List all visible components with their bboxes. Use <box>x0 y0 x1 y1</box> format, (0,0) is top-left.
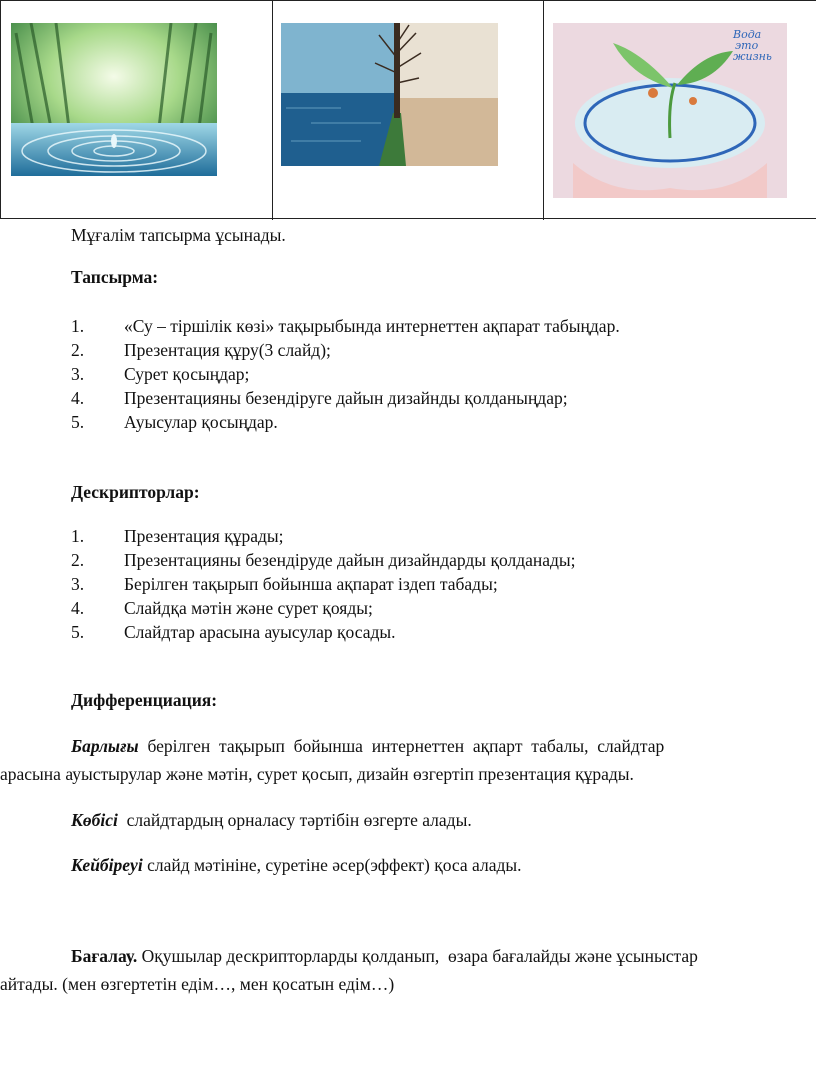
image-caption: Вода <box>733 28 762 41</box>
table-divider <box>543 1 544 220</box>
list-text: Презентацияны безендіруде дайын дизайндарды қолданады; <box>124 550 576 570</box>
sea-and-desert-tree-image <box>281 23 498 166</box>
list-text: Слайдтар арасына ауысулар қосады. <box>124 622 396 642</box>
list-number: 1. <box>71 526 85 546</box>
differentiation-most-text: слайдтардың орналасу тәртібін өзгерте алады. <box>117 810 472 830</box>
assessment <box>71 945 816 967</box>
list-text: Сурет қосыңдар; <box>124 364 250 384</box>
list-number: 3. <box>71 364 85 384</box>
differentiation-all <box>71 735 816 757</box>
image-caption: жизнь <box>733 50 772 63</box>
assessment-text: Оқушылар дескрипторларды қолданып, өзара бағалайды және ұсыныстар <box>137 946 698 966</box>
differentiation-some <box>71 854 522 876</box>
list-number: 4. <box>71 388 85 408</box>
list-text: Презентацияны безендіруге дайын дизайнды қолданыңдар; <box>124 388 568 408</box>
differentiation-all-continued: арасына ауыстырулар және мәтін, сурет қосып, дизайн өзгертіп презентация құрады. <box>0 764 634 784</box>
list-text: Презентация құрады; <box>124 526 284 546</box>
list-text: Ауысулар қосыңдар. <box>124 412 278 432</box>
list-number: 2. <box>71 340 85 360</box>
differentiation-some-label: Кейбіреуі <box>71 855 143 875</box>
list-number: 5. <box>71 412 85 432</box>
differentiation-most-label: Көбісі <box>71 810 118 830</box>
image-caption: это <box>735 39 759 52</box>
assessment-continued: айтады. (мен өзгертетін едім…, мен қосатын едім…) <box>0 974 395 994</box>
differentiation-most <box>71 809 472 831</box>
descriptors-heading: Дескрипторлар: <box>71 482 200 502</box>
list-text: Берілген тақырып бойынша ақпарат іздеп табады; <box>124 574 498 594</box>
list-text: Слайдқа мәтін және сурет қояды; <box>124 598 373 618</box>
assessment-label: Бағалау. <box>71 946 138 966</box>
forest-water-drop-image <box>11 23 217 176</box>
differentiation-all-text: берілген тақырып бойынша интернеттен ақпарт табалы, слайдтар <box>138 736 665 756</box>
differentiation-all-label: Барлығы <box>71 736 139 756</box>
differentiation-heading: Дифференциация: <box>71 690 218 710</box>
list-number: 3. <box>71 574 85 594</box>
differentiation-some-text: слайд мәтініне, суретіне әсер(эффект) қоса алады. <box>142 855 522 875</box>
table-divider <box>272 1 273 220</box>
list-number: 5. <box>71 622 85 642</box>
task-heading: Тапсырма: <box>71 267 159 287</box>
list-text: «Су – тіршілік көзі» тақырыбында интернеттен ақпарат табыңдар. <box>124 316 620 336</box>
list-number: 1. <box>71 316 85 336</box>
intro-text: Мұғалім тапсырма ұсынады. <box>71 225 286 245</box>
list-text: Презентация құру(3 слайд); <box>124 340 331 360</box>
list-number: 4. <box>71 598 85 618</box>
hands-with-water-sprout-image <box>553 23 787 198</box>
list-number: 2. <box>71 550 85 570</box>
image-table <box>0 0 816 219</box>
